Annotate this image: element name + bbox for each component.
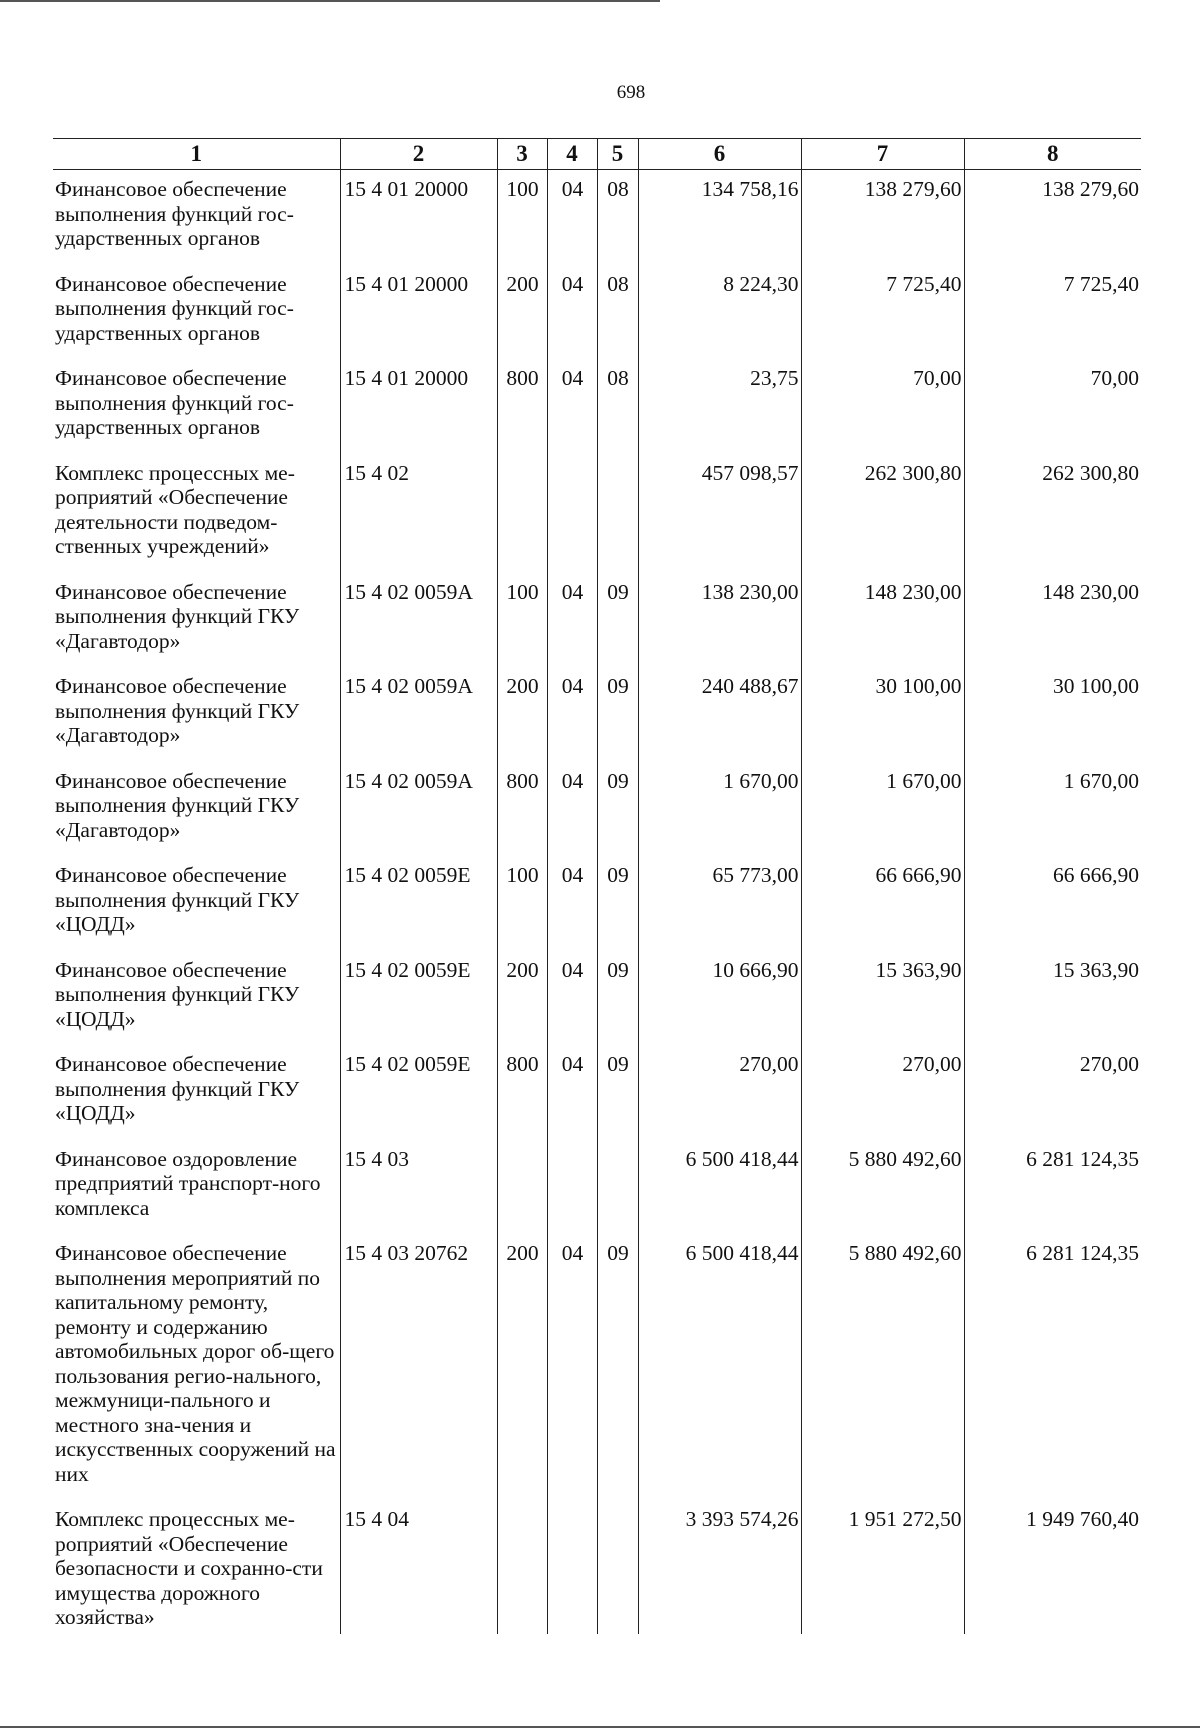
table-row bbox=[53, 573, 1141, 668]
row-value7-cell: 5 880 492,60 bbox=[801, 1140, 964, 1235]
row-code-cell: 15 4 02 bbox=[340, 454, 497, 573]
column-header: 4 bbox=[547, 139, 597, 170]
page-number: 698 bbox=[616, 82, 646, 103]
row-col5-cell: 09 bbox=[597, 951, 638, 1046]
row-name-cell: Финансовое обеспечение выполнения функций гос-ударственных органов bbox=[55, 366, 294, 439]
row-code-cell: 15 4 03 20762 bbox=[340, 1234, 497, 1500]
row-value8-cell: 66 666,90 bbox=[964, 856, 1141, 951]
row-col3-cell: 200 bbox=[497, 1234, 547, 1500]
row-value8-cell: 1 949 760,40 bbox=[964, 1500, 1141, 1634]
row-value6-cell: 1 670,00 bbox=[638, 762, 801, 857]
row-code-cell: 15 4 01 20000 bbox=[340, 265, 497, 360]
row-value6-cell: 10 666,90 bbox=[638, 951, 801, 1046]
row-col4-cell: 04 bbox=[547, 359, 597, 454]
row-value6-cell: 240 488,67 bbox=[638, 667, 801, 762]
row-name-cell: Финансовое обеспечение выполнения функций гос-ударственных органов bbox=[55, 177, 294, 250]
row-col5-cell bbox=[597, 1140, 638, 1235]
row-col4-cell bbox=[547, 454, 597, 573]
row-col3-cell: 800 bbox=[497, 762, 547, 857]
row-code-cell: 15 4 01 20000 bbox=[340, 359, 497, 454]
row-name-cell: Комплекс процессных ме-роприятий «Обеспечение безопасности и сохранно-сти имущества дорожного хозяйства» bbox=[55, 1507, 323, 1629]
row-value7-cell: 70,00 bbox=[801, 359, 964, 454]
row-col3-cell: 800 bbox=[497, 359, 547, 454]
column-header: 2 bbox=[340, 139, 497, 170]
table-row bbox=[53, 951, 1141, 1046]
row-name-cell: Финансовое обеспечение выполнения функций ГКУ «ЦОДД» bbox=[55, 1052, 300, 1125]
row-col4-cell bbox=[547, 1500, 597, 1634]
row-value8-cell: 70,00 bbox=[964, 359, 1141, 454]
row-col5-cell: 08 bbox=[597, 265, 638, 360]
row-col3-cell: 100 bbox=[497, 856, 547, 951]
row-code-cell: 15 4 02 0059Е bbox=[340, 951, 497, 1046]
row-value6-cell: 23,75 bbox=[638, 359, 801, 454]
row-col4-cell bbox=[547, 1140, 597, 1235]
row-col4-cell: 04 bbox=[547, 1045, 597, 1140]
row-col3-cell: 100 bbox=[497, 170, 547, 265]
row-name-cell: Финансовое обеспечение выполнения функций ГКУ «Дагавтодор» bbox=[55, 674, 300, 747]
row-value7-cell: 1 951 272,50 bbox=[801, 1500, 964, 1634]
column-header: 5 bbox=[597, 139, 638, 170]
row-col3-cell bbox=[497, 454, 547, 573]
row-col5-cell: 09 bbox=[597, 856, 638, 951]
row-name-cell: Финансовое обеспечение выполнения функций ГКУ «Дагавтодор» bbox=[55, 768, 300, 842]
table-row bbox=[53, 1500, 1141, 1634]
row-value6-cell: 138 230,00 bbox=[638, 573, 801, 668]
table-row bbox=[53, 359, 1141, 454]
row-col4-cell: 04 bbox=[547, 170, 597, 265]
row-value7-cell: 148 230,00 bbox=[801, 573, 964, 668]
row-value8-cell: 7 725,40 bbox=[964, 265, 1141, 360]
row-value8-cell: 6 281 124,35 bbox=[964, 1140, 1141, 1235]
row-name-cell: Комплекс процессных ме-роприятий «Обеспечение деятельности подведом-ственных учреждений» bbox=[55, 460, 295, 558]
row-value7-cell: 262 300,80 bbox=[801, 454, 964, 573]
table-body bbox=[53, 170, 1141, 1634]
row-col3-cell: 100 bbox=[497, 573, 547, 668]
row-name-cell: Финансовое оздоровление предприятий транспорт-ного комплекса bbox=[55, 1146, 321, 1220]
row-col5-cell bbox=[597, 1500, 638, 1634]
row-col5-cell: 09 bbox=[597, 1234, 638, 1500]
row-value7-cell: 15 363,90 bbox=[801, 951, 964, 1046]
row-col4-cell: 04 bbox=[547, 573, 597, 668]
row-value6-cell: 134 758,16 bbox=[638, 170, 801, 265]
row-code-cell: 15 4 02 0059Е bbox=[340, 856, 497, 951]
row-value7-cell: 30 100,00 bbox=[801, 667, 964, 762]
row-value6-cell: 3 393 574,26 bbox=[638, 1500, 801, 1634]
table-row bbox=[53, 856, 1141, 951]
table-row bbox=[53, 1140, 1141, 1235]
row-code-cell: 15 4 02 0059А bbox=[340, 573, 497, 668]
row-col4-cell: 04 bbox=[547, 1234, 597, 1500]
row-value6-cell: 8 224,30 bbox=[638, 265, 801, 360]
row-col4-cell: 04 bbox=[547, 667, 597, 762]
row-value6-cell: 270,00 bbox=[638, 1045, 801, 1140]
row-col4-cell: 04 bbox=[547, 856, 597, 951]
column-header: 1 bbox=[53, 139, 340, 170]
row-col5-cell: 08 bbox=[597, 359, 638, 454]
scan-edge-top bbox=[0, 0, 660, 2]
row-value8-cell: 148 230,00 bbox=[964, 573, 1141, 668]
row-value8-cell: 15 363,90 bbox=[964, 951, 1141, 1046]
row-code-cell: 15 4 02 0059А bbox=[340, 762, 497, 857]
row-col5-cell: 09 bbox=[597, 762, 638, 857]
column-header: 3 bbox=[497, 139, 547, 170]
row-col3-cell: 200 bbox=[497, 667, 547, 762]
row-value7-cell: 66 666,90 bbox=[801, 856, 964, 951]
row-value8-cell: 138 279,60 bbox=[964, 170, 1141, 265]
row-col3-cell bbox=[497, 1500, 547, 1634]
row-name-cell: Финансовое обеспечение выполнения функций гос-ударственных органов bbox=[55, 271, 294, 345]
row-col4-cell: 04 bbox=[547, 762, 597, 857]
row-value7-cell: 270,00 bbox=[801, 1045, 964, 1140]
column-header: 8 bbox=[964, 139, 1141, 170]
table-row bbox=[53, 454, 1141, 573]
row-value8-cell: 6 281 124,35 bbox=[964, 1234, 1141, 1500]
row-name-cell: Финансовое обеспечение выполнения функций ГКУ «ЦОДД» bbox=[55, 863, 300, 936]
row-col4-cell: 04 bbox=[547, 951, 597, 1046]
row-code-cell: 15 4 01 20000 bbox=[340, 170, 497, 265]
row-value6-cell: 457 098,57 bbox=[638, 454, 801, 573]
row-value7-cell: 1 670,00 bbox=[801, 762, 964, 857]
row-col5-cell bbox=[597, 454, 638, 573]
budget-table bbox=[53, 138, 1141, 1634]
row-value8-cell: 1 670,00 bbox=[964, 762, 1141, 857]
table-row bbox=[53, 762, 1141, 857]
row-col3-cell bbox=[497, 1140, 547, 1235]
row-col3-cell: 200 bbox=[497, 951, 547, 1046]
row-code-cell: 15 4 02 0059Е bbox=[340, 1045, 497, 1140]
row-name-cell: Финансовое обеспечение выполнения мероприятий по капитальному ремонту, ремонту и содержанию автомобильных дорог об-щего пользования регио-нального, межмуници-пального и местного зна-чения и искусственных сооружений на них bbox=[55, 1241, 336, 1486]
row-value8-cell: 30 100,00 bbox=[964, 667, 1141, 762]
row-value7-cell: 7 725,40 bbox=[801, 265, 964, 360]
row-name-cell: Финансовое обеспечение выполнения функций ГКУ «Дагавтодор» bbox=[55, 579, 300, 653]
row-value6-cell: 6 500 418,44 bbox=[638, 1140, 801, 1235]
row-col5-cell: 08 bbox=[597, 170, 638, 265]
row-value8-cell: 270,00 bbox=[964, 1045, 1141, 1140]
column-header: 6 bbox=[638, 139, 801, 170]
row-col3-cell: 200 bbox=[497, 265, 547, 360]
row-value8-cell: 262 300,80 bbox=[964, 454, 1141, 573]
table-row bbox=[53, 1045, 1141, 1140]
row-name-cell: Финансовое обеспечение выполнения функций ГКУ «ЦОДД» bbox=[55, 957, 300, 1031]
row-value6-cell: 6 500 418,44 bbox=[638, 1234, 801, 1500]
row-code-cell: 15 4 04 bbox=[340, 1500, 497, 1634]
column-header: 7 bbox=[801, 139, 964, 170]
header-row bbox=[53, 139, 1141, 170]
row-value7-cell: 5 880 492,60 bbox=[801, 1234, 964, 1500]
table-row bbox=[53, 170, 1141, 265]
table-row bbox=[53, 667, 1141, 762]
row-col5-cell: 09 bbox=[597, 667, 638, 762]
row-col3-cell: 800 bbox=[497, 1045, 547, 1140]
row-value6-cell: 65 773,00 bbox=[638, 856, 801, 951]
row-code-cell: 15 4 02 0059А bbox=[340, 667, 497, 762]
row-code-cell: 15 4 03 bbox=[340, 1140, 497, 1235]
row-col5-cell: 09 bbox=[597, 573, 638, 668]
row-value7-cell: 138 279,60 bbox=[801, 170, 964, 265]
table-row bbox=[53, 1234, 1141, 1500]
scan-edge-bottom bbox=[0, 1726, 1200, 1728]
row-col5-cell: 09 bbox=[597, 1045, 638, 1140]
table-row bbox=[53, 265, 1141, 360]
row-col4-cell: 04 bbox=[547, 265, 597, 360]
